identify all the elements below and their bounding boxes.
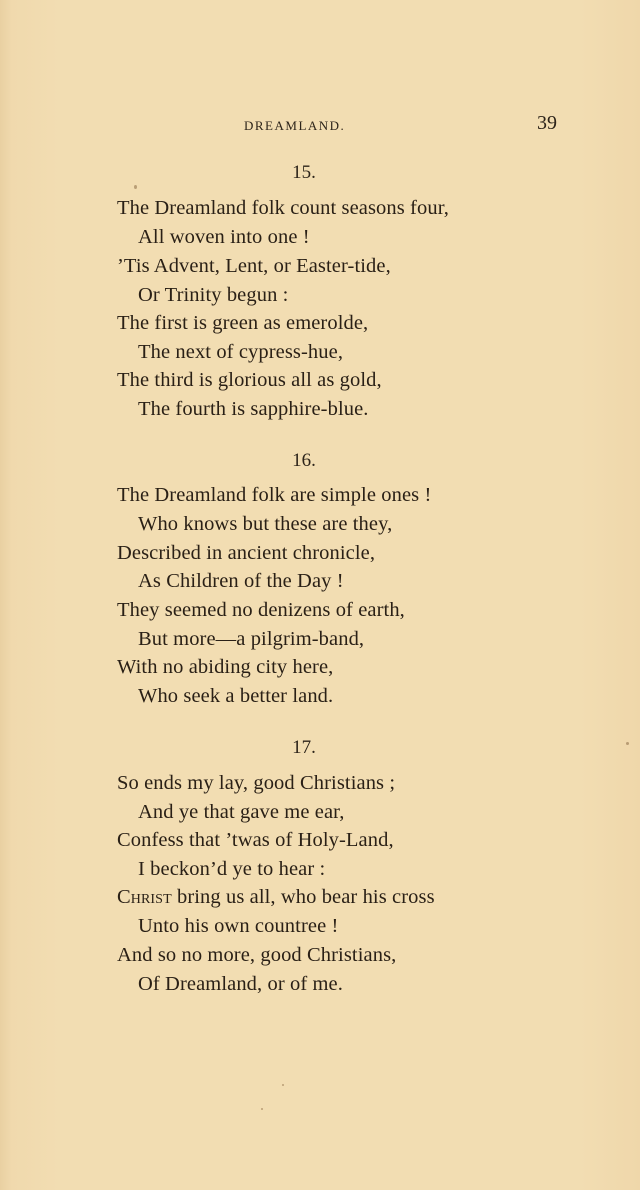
verse-line: But more—a pilgrim-band,: [138, 628, 365, 650]
verse-line: Confess that ’twas of Holy-Land,: [117, 829, 394, 851]
verse-line: Who knows but these are they,: [138, 513, 393, 535]
paper-speck: [282, 1084, 284, 1086]
paper-speck: [626, 742, 629, 745]
paper-speck: [134, 185, 137, 189]
stanza-number: 16.: [292, 450, 316, 471]
verse-line: They seemed no denizens of earth,: [117, 599, 405, 621]
verse-line: Described in ancient chronicle,: [117, 542, 376, 564]
verse-line: The Dreamland folk count seasons four,: [117, 197, 450, 219]
running-title: DREAMLAND.: [244, 118, 346, 133]
verse-line: The next of cypress-hue,: [138, 341, 344, 363]
stanza-number: 17.: [292, 737, 316, 758]
verse-line: The first is green as emerolde,: [117, 312, 369, 334]
verse-line: [117, 886, 435, 909]
verse-line: And ye that gave me ear,: [138, 801, 345, 823]
verse-line: Of Dreamland, or of me.: [138, 973, 343, 995]
page-number: 39: [537, 112, 557, 134]
verse-line: I beckon’d ye to hear :: [138, 858, 326, 880]
verse-line: With no abiding city here,: [117, 656, 334, 678]
verse-line: All woven into one !: [138, 226, 310, 248]
verse-line: The fourth is sapphire-blue.: [138, 398, 369, 420]
verse-line: And so no more, good Christians,: [117, 944, 397, 966]
verse-line-rest: bring us all, who bear his cross: [176, 886, 435, 908]
verse-line: Who seek a better land.: [138, 685, 334, 707]
verse-line: ’Tis Advent, Lent, or Easter-tide,: [117, 255, 391, 277]
verse-line: Or Trinity begun :: [138, 284, 289, 306]
verse-line: The third is glorious all as gold,: [117, 369, 382, 391]
verse-line: As Children of the Day !: [138, 570, 344, 592]
verse-line: The Dreamland folk are simple ones !: [117, 484, 432, 506]
verse-line: Unto his own countree !: [138, 915, 339, 937]
stanza-number: 15.: [292, 162, 316, 183]
small-caps-word: Christ: [117, 886, 172, 908]
paper-speck: [261, 1108, 263, 1110]
verse-line: So ends my lay, good Christians ;: [117, 772, 396, 794]
